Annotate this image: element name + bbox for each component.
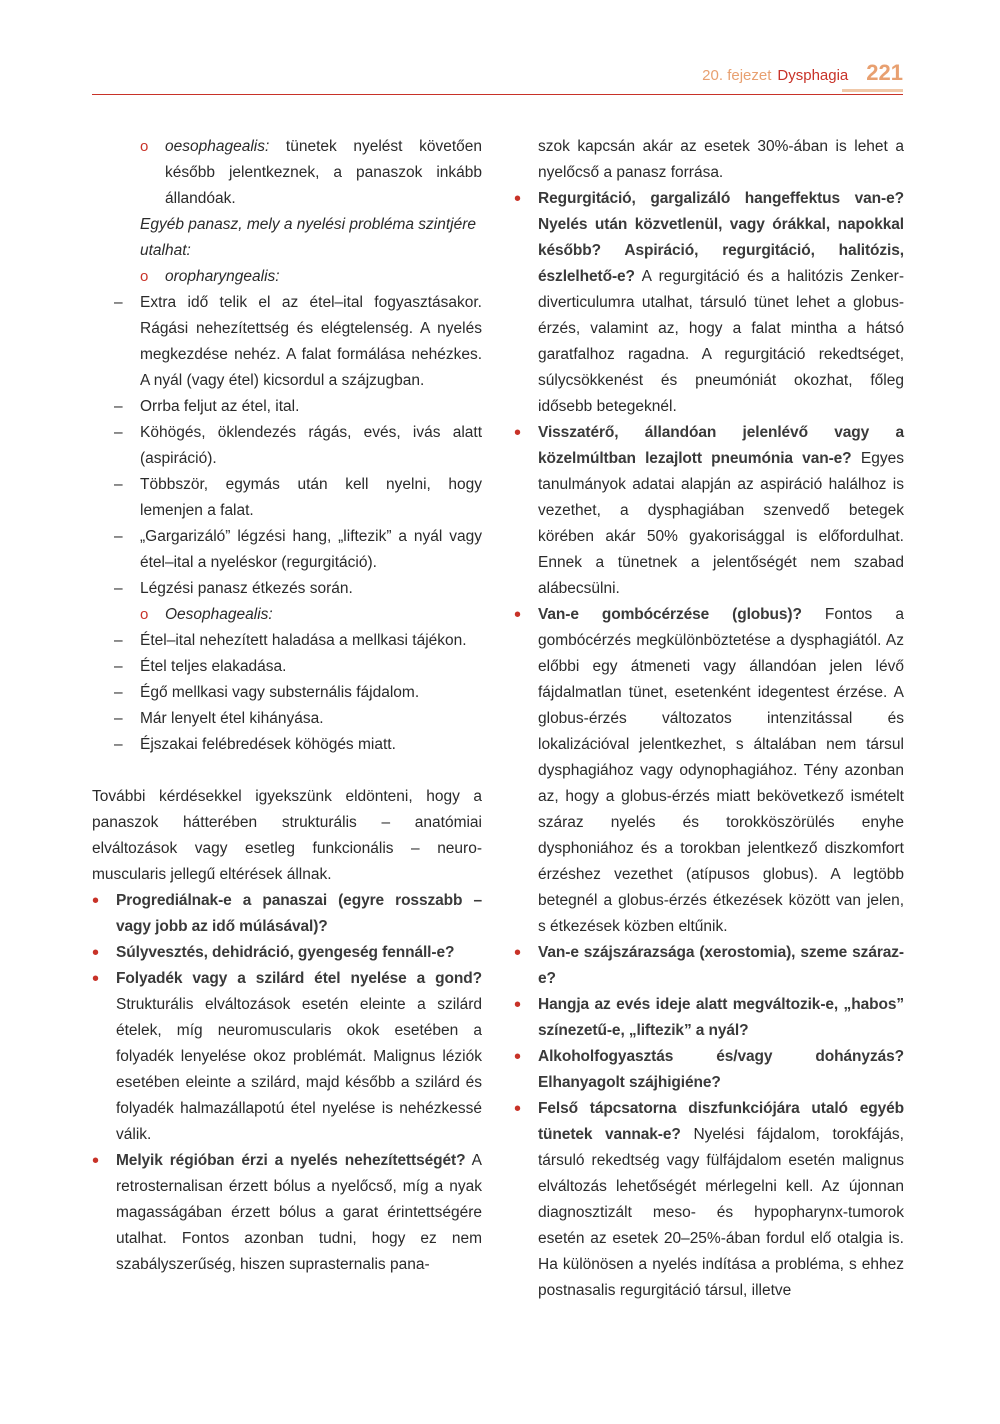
bullet-item [514, 420, 904, 602]
bullet-icon: • [514, 188, 522, 210]
bullet-text: Fontos a gombócérzés megkülönböztetése a dysphagiától. Az előbbi egy átmeneti vagy állandóan jelen lévő fájdalmatlan tünet, esetenként idegentest érzése. A globus-érzés változatos intenzitással és lokalizációval jelentkezhet, s általában nem társul dysphagiához vagy odynophagiához. Tény azonban az, hogy a globus-érzés miatt bekövetkező ismételt száraz nyelés és torokköszörülés enyhe dysphoniához és a torokban jelentkező diszkomfort érzéshez vezethet (atípusos globus). A legtöbb betegnél a globus-érzés étkezések között van jelen, s étkezések közben eltűnik. [538, 606, 905, 935]
dash-icon: – [114, 736, 123, 753]
bullet-item [514, 992, 904, 1044]
bullet-item [92, 940, 482, 966]
continued-text-body: szok kapcsán akár az esetek 30%-ában is lehet a nyelőcső a panasz forrása. [538, 138, 904, 181]
sub-item-oesophagealis-2 [92, 602, 482, 628]
bullet-icon: • [514, 942, 522, 964]
bullet-question: Progrediálnak-e a panaszai (egyre rosszabb – vagy jobb az idő múlásával)? [116, 892, 482, 935]
bullet-question: Van-e gombócérzése (globus)? [538, 606, 802, 623]
bullet-icon: • [514, 604, 522, 626]
dash-item [92, 394, 482, 420]
bullet-text: Nyelési fájdalom, torokfájás, társuló rekedtség vagy fülfájdalom esetén malignus elváltozás lehetőségét mérlegelni kell. Az újonnan diagnosztizált meso- és hypopharynx-tumorok esetén az esetek 20–25%-ában fordul elő otalgia is. Ha különösen a nyelés indítása a probléma, s ehhez postnasalis regurgitáció társul, illetve [538, 1126, 904, 1299]
dash-item-text: Légzési panasz étkezés során. [140, 580, 353, 597]
bullet-question: Van-e szájszárazsága (xerostomia), szeme száraz-e? [538, 944, 904, 987]
right-column [514, 134, 904, 1304]
dash-item-text: Extra idő telik el az étel–ital fogyasztásakor. Rágási nehezítettség és elégtelenség. A nyelés megkezdése nehéz. A falat formálása nehézkes. A nyál (vagy étel) kicsordul a szájzugban. [140, 294, 482, 389]
bullet-question: Súlyvesztés, dehidráció, gyengeség fennáll-e? [116, 944, 455, 961]
dash-icon: – [114, 476, 123, 493]
bullet-icon: • [92, 890, 100, 912]
bullet-question: Hangja az evés ideje alatt megváltozik-e, „habos” színezetű-e, „liftezik” a nyál? [538, 996, 904, 1039]
circle-bullet-icon: o [140, 138, 149, 155]
chapter-title: Dysphagia [777, 67, 849, 84]
bullet-question: Regurgitáció, gargalizáló hangeffektus van-e? Nyelés után közvetlenül, vagy órákkal, napokkal később? Aspiráció, regurgitáció, halitózis, észlelhető-e? [538, 190, 904, 285]
page-header [702, 60, 903, 86]
bullet-question: Melyik régióban érzi a nyelés nehezítettségét? [116, 1152, 466, 1169]
bullet-question: Alkoholfogyasztás és/vagy dohányzás? Elhanyagolt szájhigiéne? [538, 1048, 904, 1091]
dash-item [92, 732, 482, 758]
bullet-question: Folyadék vagy a szilárd étel nyelése a gond? [116, 970, 482, 987]
bullet-item [92, 888, 482, 940]
bullet-text: Egyes tanulmányok adatai alapján az aspiráció halálhoz is vezethet, a dysphagiában szenvedő betegek körében akár 50% gyakorisággal is előfordulhat. Ennek a tünetnek a jelentőségét nem szabad alábecsülni. [538, 450, 904, 597]
bullet-icon: • [514, 1046, 522, 1068]
bullet-icon: • [92, 968, 100, 990]
bullet-item [514, 940, 904, 992]
italic-note: Egyéb panasz, mely a nyelési probléma szintjére utalhat: [140, 216, 477, 259]
dash-item [92, 576, 482, 602]
dash-icon: – [114, 684, 123, 701]
page-number: 221 [866, 60, 903, 85]
bullet-icon: • [92, 942, 100, 964]
dash-icon: – [114, 398, 123, 415]
sub-item-term: oropharyngealis: [165, 268, 280, 285]
dash-item-text: Már lenyelt étel kihányása. [140, 710, 324, 727]
dash-item-text: Étel–ital nehezített haladása a mellkasi tájékon. [140, 632, 467, 649]
bullet-item [514, 1044, 904, 1096]
dash-item [92, 628, 482, 654]
dash-icon: – [114, 294, 123, 311]
bullet-icon: • [514, 1098, 522, 1120]
dash-icon: – [114, 580, 123, 597]
bullet-question: Felső tápcsatorna diszfunkciójára utaló egyéb tünetek vannak-e? [538, 1100, 904, 1143]
bullet-text: Strukturális elváltozások esetén eleinte a szilárd ételek, míg neuromuscularis okok esetében a folyadék lenyelése okoz problémát. Malignus léziók esetében eleinte a szilárd, majd később a szilárd és folyadék halmazállapotú étel nyelése is nehézkessé válik. [116, 996, 482, 1143]
sub-item-oesophagealis [92, 134, 482, 212]
sub-item-text: tünetek nyelést követően később jelentkeznek, a panaszok inkább állandóak. [165, 138, 482, 207]
bullet-icon: • [514, 422, 522, 444]
dash-icon: – [114, 528, 123, 545]
bullet-text: A retrosternalisan érzett bólus a nyelőcső, míg a nyak magasságában érzett bólus a garat érintettségére utalhat. Fontos azonban tudni, hogy ez nem szabályszerűség, hiszen suprasternalis pana- [116, 1152, 483, 1273]
dash-item [92, 290, 482, 394]
sub-item-term: Oesophagealis: [165, 606, 273, 623]
left-column [92, 134, 482, 1278]
page-number-underline [842, 89, 903, 92]
dash-item-text: Égő mellkasi vagy substernális fájdalom. [140, 684, 420, 701]
bullet-item [514, 602, 904, 940]
bullet-icon: • [92, 1150, 100, 1172]
bullet-item [514, 1096, 904, 1304]
bullet-item [92, 1148, 482, 1278]
body-paragraph: További kérdésekkel igyekszünk eldönteni, hogy a panaszok hátterében strukturális – anatómiai elváltozások vagy esetleg funkcionális – neuro-muscularis jellegű eltérések állnak. [92, 788, 482, 883]
dash-item [92, 472, 482, 524]
dash-item-text: Éjszakai felébredések köhögés miatt. [140, 736, 396, 753]
dash-item-text: Orrba feljut az étel, ital. [140, 398, 300, 415]
dash-item [92, 680, 482, 706]
dash-item-text: Étel teljes elakadása. [140, 658, 287, 675]
dash-item [92, 524, 482, 576]
continued-text [514, 134, 904, 186]
dash-icon: – [114, 658, 123, 675]
dash-item [92, 420, 482, 472]
bullet-item [514, 186, 904, 420]
dash-item-text: Köhögés, öklendezés rágás, evés, ivás alatt (aspiráció). [140, 424, 482, 467]
sub-item-oropharyngealis [92, 264, 482, 290]
circle-bullet-icon: o [140, 606, 149, 623]
dash-item-text: „Gargarizáló” légzési hang, „liftezik” a nyál vagy étel–ital a nyeléskor (regurgitáció). [140, 528, 482, 571]
chapter-label: 20. fejezet [702, 67, 772, 84]
bullet-icon: • [514, 994, 522, 1016]
sub-item-term: oesophagealis: [165, 138, 270, 155]
dash-icon: – [114, 424, 123, 441]
circle-bullet-icon: o [140, 268, 149, 285]
dash-item-text: Többször, egymás után kell nyelni, hogy lemenjen a falat. [140, 476, 482, 519]
bullet-question: Visszatérő, állandóan jelenlévő vagy a közelmúltban lezajlott pneumónia van-e? [538, 424, 904, 467]
header-rule [92, 94, 903, 95]
bullet-text: A regurgitáció és a halitózis Zenker-diverticulumra utalhat, társuló tünet lehet a globus-érzés, valamint az, hogy a falat mintha a hátsó garatfalhoz ragadna. A regurgitáció rekedtséget, súlycsökkenést és pneumóniát okozhat, főleg idősebb betegeknél. [538, 268, 905, 415]
dash-item [92, 654, 482, 680]
dash-icon: – [114, 710, 123, 727]
dash-icon: – [114, 632, 123, 649]
dash-item [92, 706, 482, 732]
bullet-item [92, 966, 482, 1148]
